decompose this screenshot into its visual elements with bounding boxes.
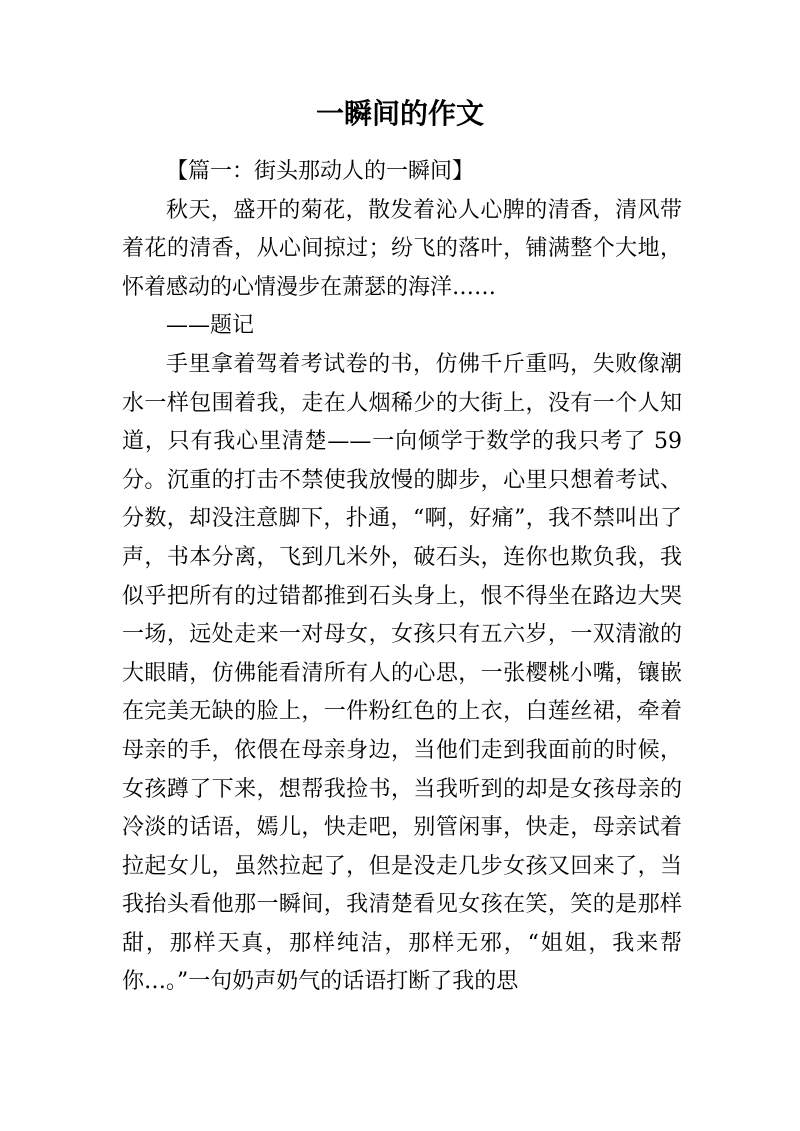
section-heading: 【篇一：街头那动人的一瞬间】 xyxy=(166,159,475,184)
page-title: 一瞬间的作文 xyxy=(315,97,484,130)
paragraph-intro: 秋天，盛开的菊花，散发着沁人心脾的清香，清风带着花的清香，从心间掠过；纷飞的落叶，铺满整个大地，怀着感动的心情漫步在萧瑟的海洋…… xyxy=(122,197,682,300)
paragraph-epigraph-attribution: ——题记 xyxy=(166,313,255,339)
article-body xyxy=(122,153,682,1002)
paragraph-main: 手里拿着驾着考试卷的书，仿佛千斤重吗，失败像潮水一样包围着我，走在人烟稀少的大街上，没有一个人知道，只有我心里清楚——一向倾学于数学的我只考了 59 分。沉重的打击不禁使我放慢的脚步，心里只想着考试、分数，却没注意脚下，扑通，“啊，好痛”，我不禁叫出了声，书本分离，飞到几米外，破石头，连你也欺负我，我似乎把所有的过错都推到石头身上，恨不得坐在路边大哭一场，远处走来一对母女，女孩只有五六岁，一双清澈的大眼睛，仿佛能看清所有人的心思，一张樱桃小嘴，镶嵌在完美无缺的脸上，一件粉红色的上衣，白莲丝裙，牵着母亲的手，依偎在母亲身边，当他们走到我面前的时候，女孩蹲了下来，想帮我捡书，当我听到的却是女孩母亲的冷淡的话语，嫣儿，快走吧，别管闲事，快走，母亲试着拉起女儿，虽然拉起了，但是没走几步女孩又回来了，当我抬头看他那一瞬间，我清楚看见女孩在笑，笑的是那样甜，那样天真，那样纯洁，那样无邪，“姐姐，我来帮你…。”一句奶声奶气的话语打断了我的思 xyxy=(122,351,682,995)
